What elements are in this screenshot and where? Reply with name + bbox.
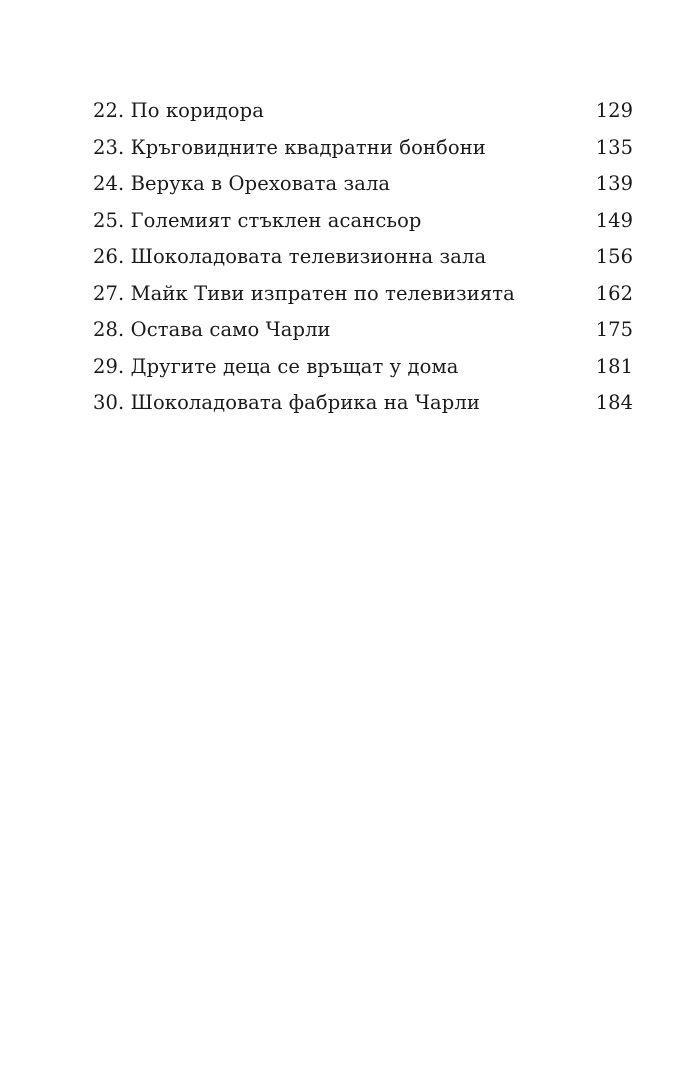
- toc-entry-title: 30. Шоколадовата фабрика на Чарли: [93, 391, 480, 414]
- toc-entry-page-number: 181: [595, 354, 633, 378]
- toc-entry-title: 24. Верука в Ореховата зала: [93, 172, 391, 195]
- toc-entry-page-number: 139: [595, 172, 633, 195]
- toc-entry: [93, 276, 633, 313]
- toc-entry-page-number: 175: [595, 318, 633, 341]
- toc-entry-title: 27. Майк Тиви изпратен по телевизията: [93, 281, 515, 305]
- toc-entry: [93, 166, 633, 203]
- toc-entry-title: 22. По коридора: [93, 99, 264, 122]
- toc-entry-page-number: 156: [595, 245, 633, 268]
- toc-entry: [93, 130, 633, 167]
- toc-entry-page-number: 129: [595, 99, 633, 122]
- toc-entry-page-number: 184: [595, 391, 633, 414]
- toc-entry-page-number: 135: [595, 135, 633, 159]
- toc-entry: [93, 349, 633, 386]
- toc-entry-title: 28. Остава само Чарли: [93, 318, 331, 341]
- toc-entry-title: 25. Големият стъклен асансьор: [93, 208, 422, 232]
- toc-entry-title: 26. Шоколадовата телевизионна зала: [93, 245, 487, 268]
- toc-entry: [93, 239, 633, 276]
- toc-entry: [93, 203, 633, 240]
- toc-entry: [93, 312, 633, 349]
- toc-entry: [93, 385, 633, 422]
- toc-entry-title: 23. Кръговидните квадратни бонбони: [93, 135, 486, 159]
- toc-entry: [93, 93, 633, 130]
- toc-entry-page-number: 162: [595, 281, 633, 305]
- table-of-contents: [93, 93, 633, 422]
- toc-entry-page-number: 149: [595, 208, 633, 232]
- toc-entry-title: 29. Другите деца се връщат у дома: [93, 354, 459, 378]
